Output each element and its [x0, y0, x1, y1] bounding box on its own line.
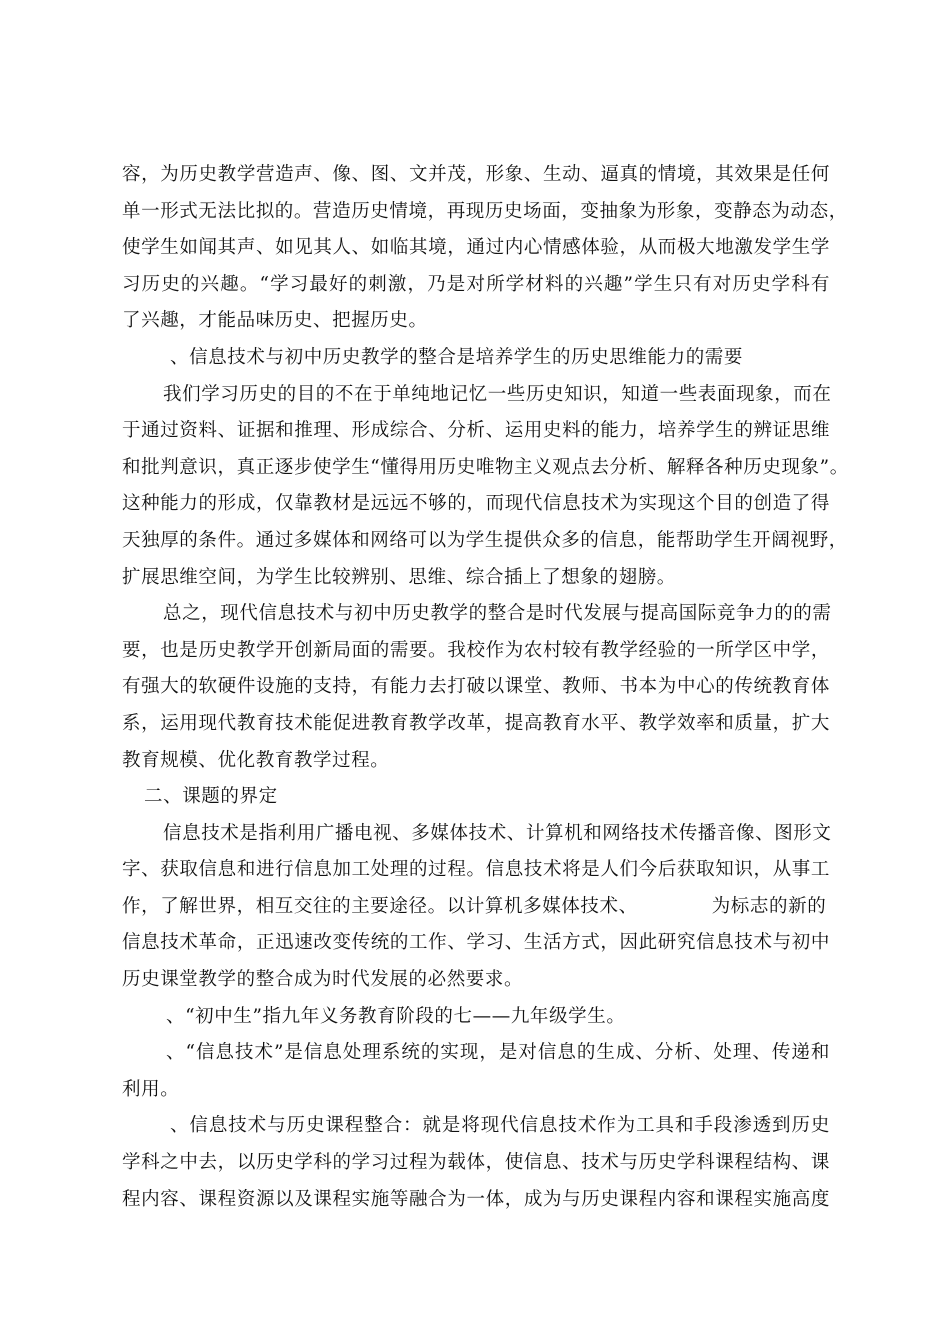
text-line: 于通过资料、证据和推理、形成综合、分析、运用史料的能力，培养学生的辨证思维 — [122, 420, 830, 442]
text-line: 系，运用现代教育技术能促进教育教学改革，提高教育水平、教学效率和质量，扩大 — [122, 712, 830, 734]
text-line: 二、课题的界定 — [144, 786, 278, 808]
paragraph-6 — [122, 816, 830, 999]
text-line: 有强大的软硬件设施的支持，有能力去打破以课堂、教师、书本为中心的传统教育体 — [122, 676, 830, 698]
definition-item-junior-student — [122, 999, 830, 1036]
text-line: 教育规模、优化教育教学过程。 — [122, 749, 390, 771]
text-line: 、“初中生”指九年义务教育阶段的七——九年级学生。 — [166, 1005, 626, 1027]
text-line-with-gap — [122, 889, 830, 926]
text-line: 和批判意识，真正逐步使学生“懂得用历史唯物主义观点去分析、解释各种历史现象”。 — [122, 456, 849, 478]
text-line: 单一形式无法比拟的。营造历史情境，再现历史场面，变抽象为形象，变静态为动态， — [122, 200, 848, 222]
text-line: 使学生如闻其声、如见其人、如临其境，通过内心情感体验，从而极大地激发学生学 — [122, 237, 830, 259]
text-line: 容，为历史教学营造声、像、图、文并茂，形象、生动、逼真的情境，其效果是任何 — [122, 164, 830, 185]
text-segment: 为标志的新的 — [711, 895, 827, 917]
text-line: 总之，现代信息技术与初中历史教学的整合是时代发展与提高国际竞争力的的需 — [163, 603, 832, 625]
text-line: 习历史的兴趣。“学习最好的刺激，乃是对所学材料的兴趣”学生只有对历史学科有 — [122, 273, 830, 295]
section-heading-definition — [122, 779, 830, 816]
paragraph-4 — [122, 596, 830, 779]
text-line: 了兴趣，才能品味历史、把握历史。 — [122, 310, 428, 332]
text-line: 我们学习历史的目的不在于单纯地记忆一些历史知识，知道一些表面现象，而在 — [163, 383, 832, 405]
document-body — [122, 157, 849, 1218]
text-line: 、信息技术与初中历史教学的整合是培养学生的历史思维能力的需要 — [170, 346, 744, 368]
paragraph-1 — [122, 157, 848, 340]
text-line: 、信息技术与历史课程整合：就是将现代信息技术作为工具和手段渗透到历史 — [170, 1115, 830, 1137]
text-segment: 作，了解世界，相互交往的主要途径。以计算机多媒体技术、 — [122, 895, 638, 917]
paragraph-3 — [122, 377, 849, 597]
section-heading-thinking-ability — [122, 340, 830, 377]
definition-item-integration — [122, 1108, 830, 1218]
text-line: 利用。 — [122, 1078, 180, 1100]
text-line: 程内容、课程资源以及课程实施等融合为一体，成为与历史课程内容和课程实施高度 — [122, 1188, 830, 1210]
text-line: 信息技术是指利用广播电视、多媒体技术、计算机和网络技术传播音像、图形文 — [163, 822, 832, 844]
text-line: 字、获取信息和进行信息加工处理的过程。信息技术将是人们今后获取知识，从事工 — [122, 859, 830, 881]
text-line: 历史课堂教学的整合成为时代发展的必然要求。 — [122, 969, 524, 991]
text-line: 这种能力的形成，仅靠教材是远远不够的，而现代信息技术为实现这个目的创造了得 — [122, 493, 830, 515]
text-line: 要，也是历史教学开创新局面的需要。我校作为农村较有教学经验的一所学区中学， — [122, 639, 830, 661]
text-line: 学科之中去，以历史学科的学习过程为载体，使信息、技术与历史学科课程结构、课 — [122, 1152, 830, 1174]
text-line: 信息技术革命，正迅速改变传统的工作、学习、生活方式，因此研究信息技术与初中 — [122, 932, 830, 954]
definition-item-information-technology — [122, 1035, 830, 1108]
text-line: 、“信息技术”是信息处理系统的实现，是对信息的生成、分析、处理、传递和 — [166, 1042, 830, 1064]
text-line: 天独厚的条件。通过多媒体和网络可以为学生提供众多的信息，能帮助学生开阔视野， — [122, 529, 848, 551]
text-line: 扩展思维空间，为学生比较辨别、思维、综合插上了想象的翅膀。 — [122, 566, 676, 588]
